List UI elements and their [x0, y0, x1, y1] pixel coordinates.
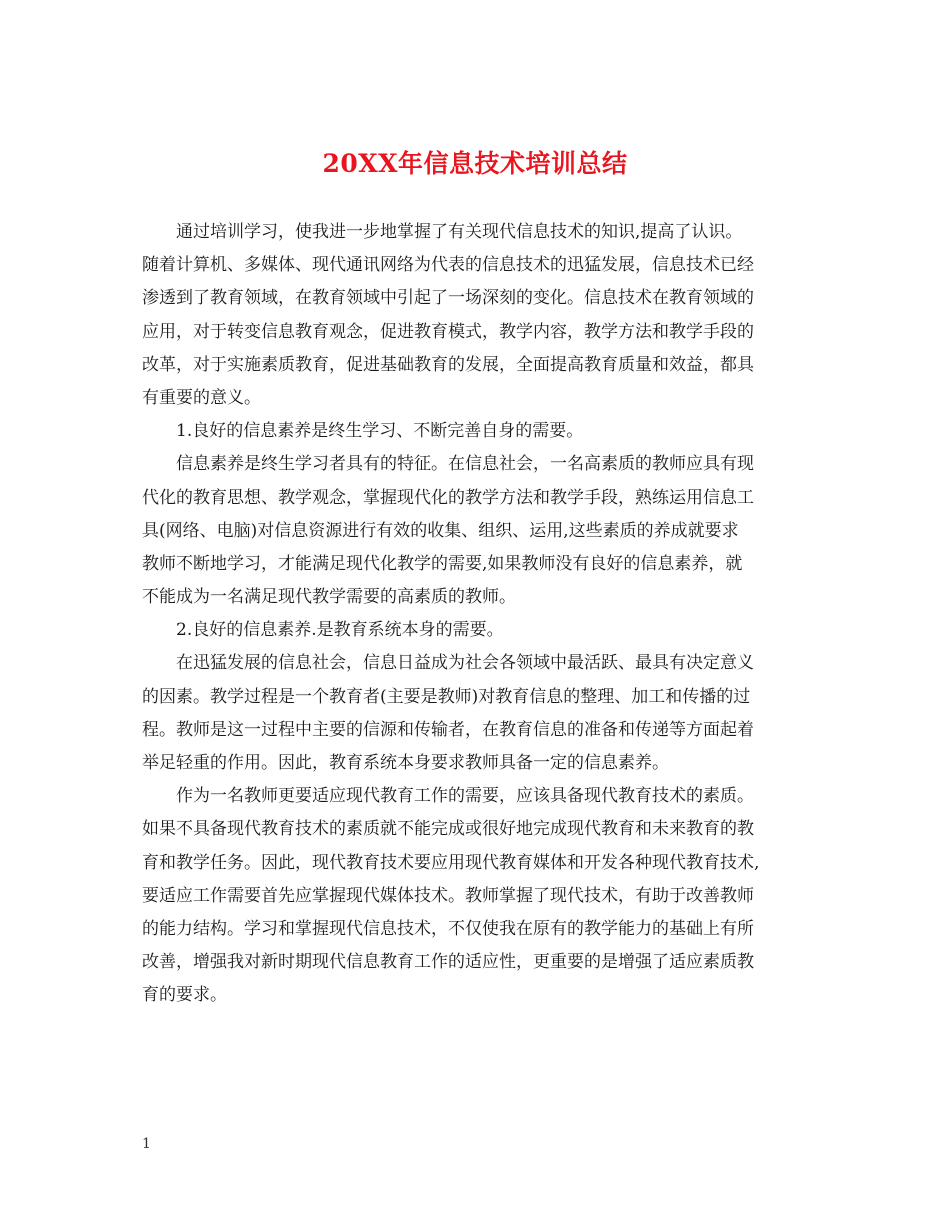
text-line: 通过培训学习，使我进一步地掌握了有关现代信息技术的知识,提高了认识。 — [176, 222, 743, 242]
text-line: 举足轻重的作用。因此，教育系统本身要求教师具备一定的信息素养。 — [142, 753, 669, 773]
text-line: 育的要求。 — [142, 985, 227, 1006]
text-line: 如果不具备现代教育技术的素质就不能完成或很好地完成现代教育和未来教育的教 — [142, 819, 754, 840]
text-line: 具(网络、电脑)对信息资源进行有效的收集、组织、运用,这些素质的养成就要求 — [142, 520, 739, 541]
text-line: 2.良好的信息素养.是教育系统本身的需要。 — [176, 620, 504, 641]
page-number: 1 — [142, 1136, 151, 1152]
text-line: 渗透到了教育领域，在教育领域中引起了一场深刻的变化。信息技术在教育领域的 — [142, 288, 754, 309]
text-line: 要适应工作需要首先应掌握现代媒体技术。教师掌握了现代技术，有助于改善教师 — [142, 885, 754, 906]
text-line: 有重要的意义。 — [142, 387, 261, 408]
text-line: 应用，对于转变信息教育观念，促进教育模式，教学内容，教学方法和教学手段的 — [142, 321, 754, 342]
text-line: 不能成为一名满足现代教学需要的高素质的教师。 — [142, 587, 516, 608]
text-line: 1.良好的信息素养是终生学习、不断完善自身的需要。 — [176, 421, 584, 442]
text-line: 代化的教育思想、教学观念，掌握现代化的教学方法和教学手段，熟练运用信息工 — [142, 487, 754, 508]
text-line: 改善，增强我对新时期现代信息教育工作的适应性，更重要的是增强了适应素质教 — [142, 952, 754, 973]
text-line: 信息素养是终生学习者具有的特征。在信息社会，一名高素质的教师应具有现 — [176, 454, 754, 475]
document-title: 20XX年信息技术培训总结 — [322, 149, 628, 178]
text-line: 在迅猛发展的信息社会，信息日益成为社会各领域中最活跃、最具有决定意义 — [176, 653, 754, 674]
text-line: 教师不断地学习，才能满足现代化教学的需要,如果教师没有良好的信息素养，就 — [142, 553, 743, 574]
text-line: 的因素。教学过程是一个教育者(主要是教师)对教育信息的整理、加工和传播的过 — [142, 686, 751, 707]
document-body — [142, 216, 812, 1013]
text-line: 育和教学任务。因此，现代教育技术要应用现代教育媒体和开发各种现代教育技术, — [142, 852, 760, 873]
text-line: 作为一名教师更要适应现代教育工作的需要，应该具备现代教育技术的素质。 — [176, 786, 754, 807]
text-line: 的能力结构。学习和掌握现代信息技术，不仅使我在原有的教学能力的基础上有所 — [142, 918, 754, 939]
text-line: 改革，对于实施素质教育，促进基础教育的发展，全面提高教育质量和效益，都具 — [142, 354, 754, 375]
text-line: 程。教师是这一过程中主要的信源和传输者，在教育信息的准备和传递等方面起着 — [142, 719, 754, 740]
text-line: 随着计算机、多媒体、现代通讯网络为代表的信息技术的迅猛发展，信息技术已经 — [142, 255, 754, 276]
